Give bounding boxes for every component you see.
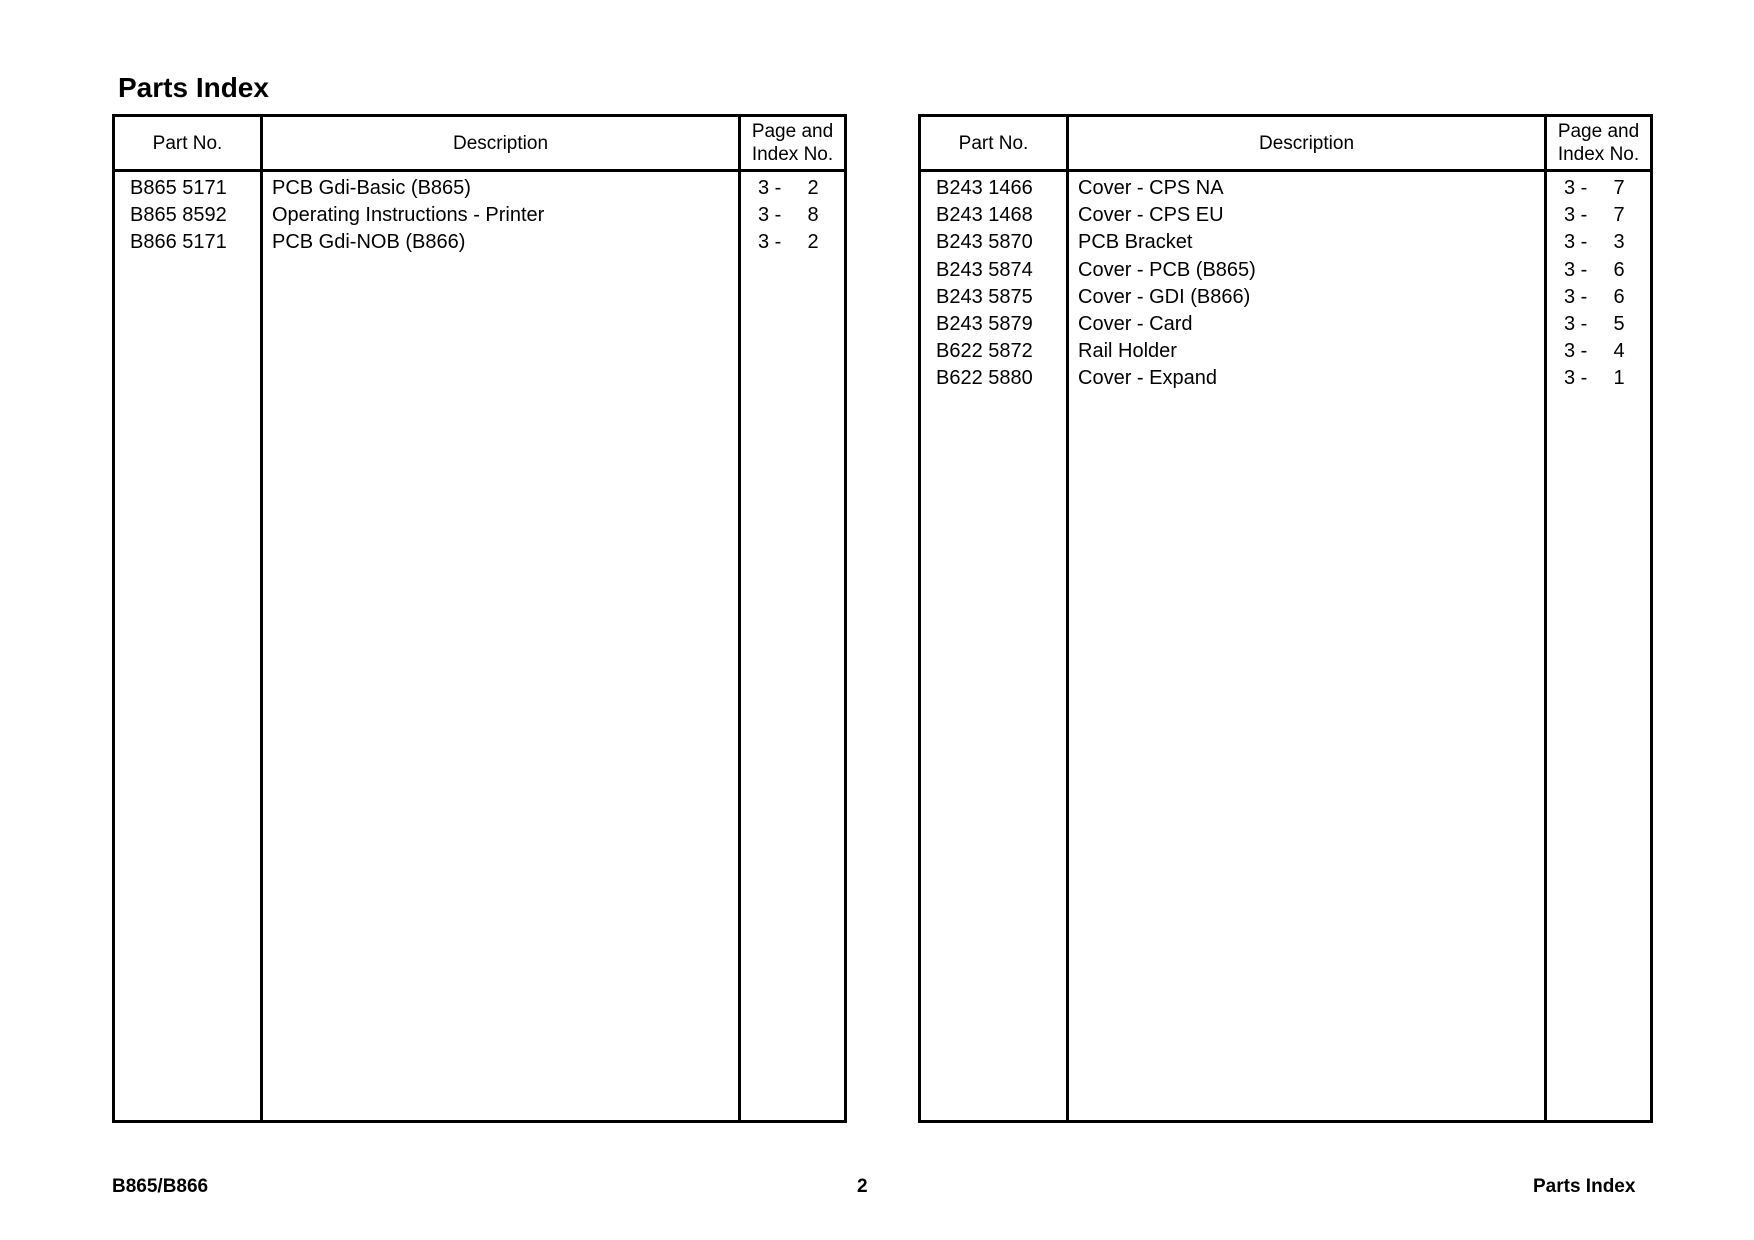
header-page-index (1547, 117, 1650, 169)
page-number: 3 - (1564, 340, 1588, 363)
part-description: PCB Bracket (1078, 231, 1193, 254)
parts-table-left (112, 114, 847, 1123)
table-row (921, 365, 1650, 392)
table-row (921, 175, 1650, 202)
header-description: Description (452, 132, 549, 154)
index-number: 3 (1613, 231, 1625, 254)
header-page-index-line1: Page and (1557, 121, 1640, 142)
table-row (921, 338, 1650, 365)
part-number: B243 5875 (936, 285, 1033, 308)
part-number: B243 5874 (936, 258, 1033, 281)
column-divider (738, 117, 741, 1120)
table-row (115, 229, 844, 256)
table-row (921, 202, 1650, 229)
table-row (921, 229, 1650, 256)
index-number: 8 (807, 204, 819, 227)
index-number: 1 (1613, 367, 1625, 390)
page-number: 3 - (1564, 258, 1588, 281)
page-number: 3 - (1564, 231, 1588, 254)
page-number: 3 - (1564, 177, 1588, 199)
index-number: 4 (1613, 340, 1625, 363)
index-number: 2 (807, 177, 819, 199)
table-body (115, 175, 844, 257)
column-divider (260, 117, 263, 1120)
table-row (921, 284, 1650, 311)
parts-table-right (918, 114, 1653, 1123)
page-number: 3 - (758, 204, 782, 227)
part-description: Operating Instructions - Printer (272, 204, 545, 227)
part-number: B243 1466 (936, 177, 1033, 199)
part-number: B622 5880 (936, 367, 1033, 390)
page-number: 3 - (1564, 285, 1588, 308)
header-part-no: Part No. (152, 132, 223, 154)
header-page-index (741, 117, 844, 169)
header-part-no: Part No. (958, 132, 1029, 154)
table-body (921, 175, 1650, 393)
part-number: B243 1468 (936, 204, 1033, 227)
table-row (115, 175, 844, 202)
table-row (115, 202, 844, 229)
part-description: Cover - PCB (B865) (1078, 258, 1256, 281)
footer-model: B865/B866 (112, 1176, 209, 1197)
index-number: 7 (1613, 204, 1625, 227)
header-page-index-line2: Index No. (1557, 144, 1640, 165)
part-description: Cover - Card (1078, 312, 1193, 335)
table-row (921, 257, 1650, 284)
footer-section: Parts Index (1533, 1176, 1636, 1197)
index-number: 6 (1613, 258, 1625, 281)
page-number: 3 - (1564, 367, 1588, 390)
part-description: Cover - CPS NA (1078, 177, 1224, 199)
page-number: 3 - (758, 231, 782, 254)
part-number: B866 5171 (130, 231, 227, 254)
header-description: Description (1258, 132, 1355, 154)
part-number: B622 5872 (936, 340, 1033, 363)
header-divider (921, 169, 1650, 172)
index-number: 2 (807, 231, 819, 254)
page-number: 3 - (758, 177, 782, 199)
header-divider (115, 169, 844, 172)
part-number: B865 8592 (130, 204, 227, 227)
part-number: B243 5879 (936, 312, 1033, 335)
index-number: 6 (1613, 285, 1625, 308)
page-number: 3 - (1564, 204, 1588, 227)
footer-page-number: 2 (857, 1176, 868, 1197)
index-number: 7 (1613, 177, 1625, 199)
part-description: PCB Gdi-Basic (B865) (272, 177, 471, 199)
part-number: B865 5171 (130, 177, 227, 199)
header-page-index-line2: Index No. (751, 144, 834, 165)
part-description: Cover - CPS EU (1078, 204, 1224, 227)
page-title: Parts Index (118, 72, 269, 103)
index-number: 5 (1613, 312, 1625, 335)
part-description: Rail Holder (1078, 340, 1177, 363)
part-description: Cover - GDI (B866) (1078, 285, 1251, 308)
header-page-index-line1: Page and (751, 121, 834, 142)
page-number: 3 - (1564, 312, 1588, 335)
part-description: PCB Gdi-NOB (B866) (272, 231, 466, 254)
part-description: Cover - Expand (1078, 367, 1217, 390)
part-number: B243 5870 (936, 231, 1033, 254)
table-row (921, 311, 1650, 338)
